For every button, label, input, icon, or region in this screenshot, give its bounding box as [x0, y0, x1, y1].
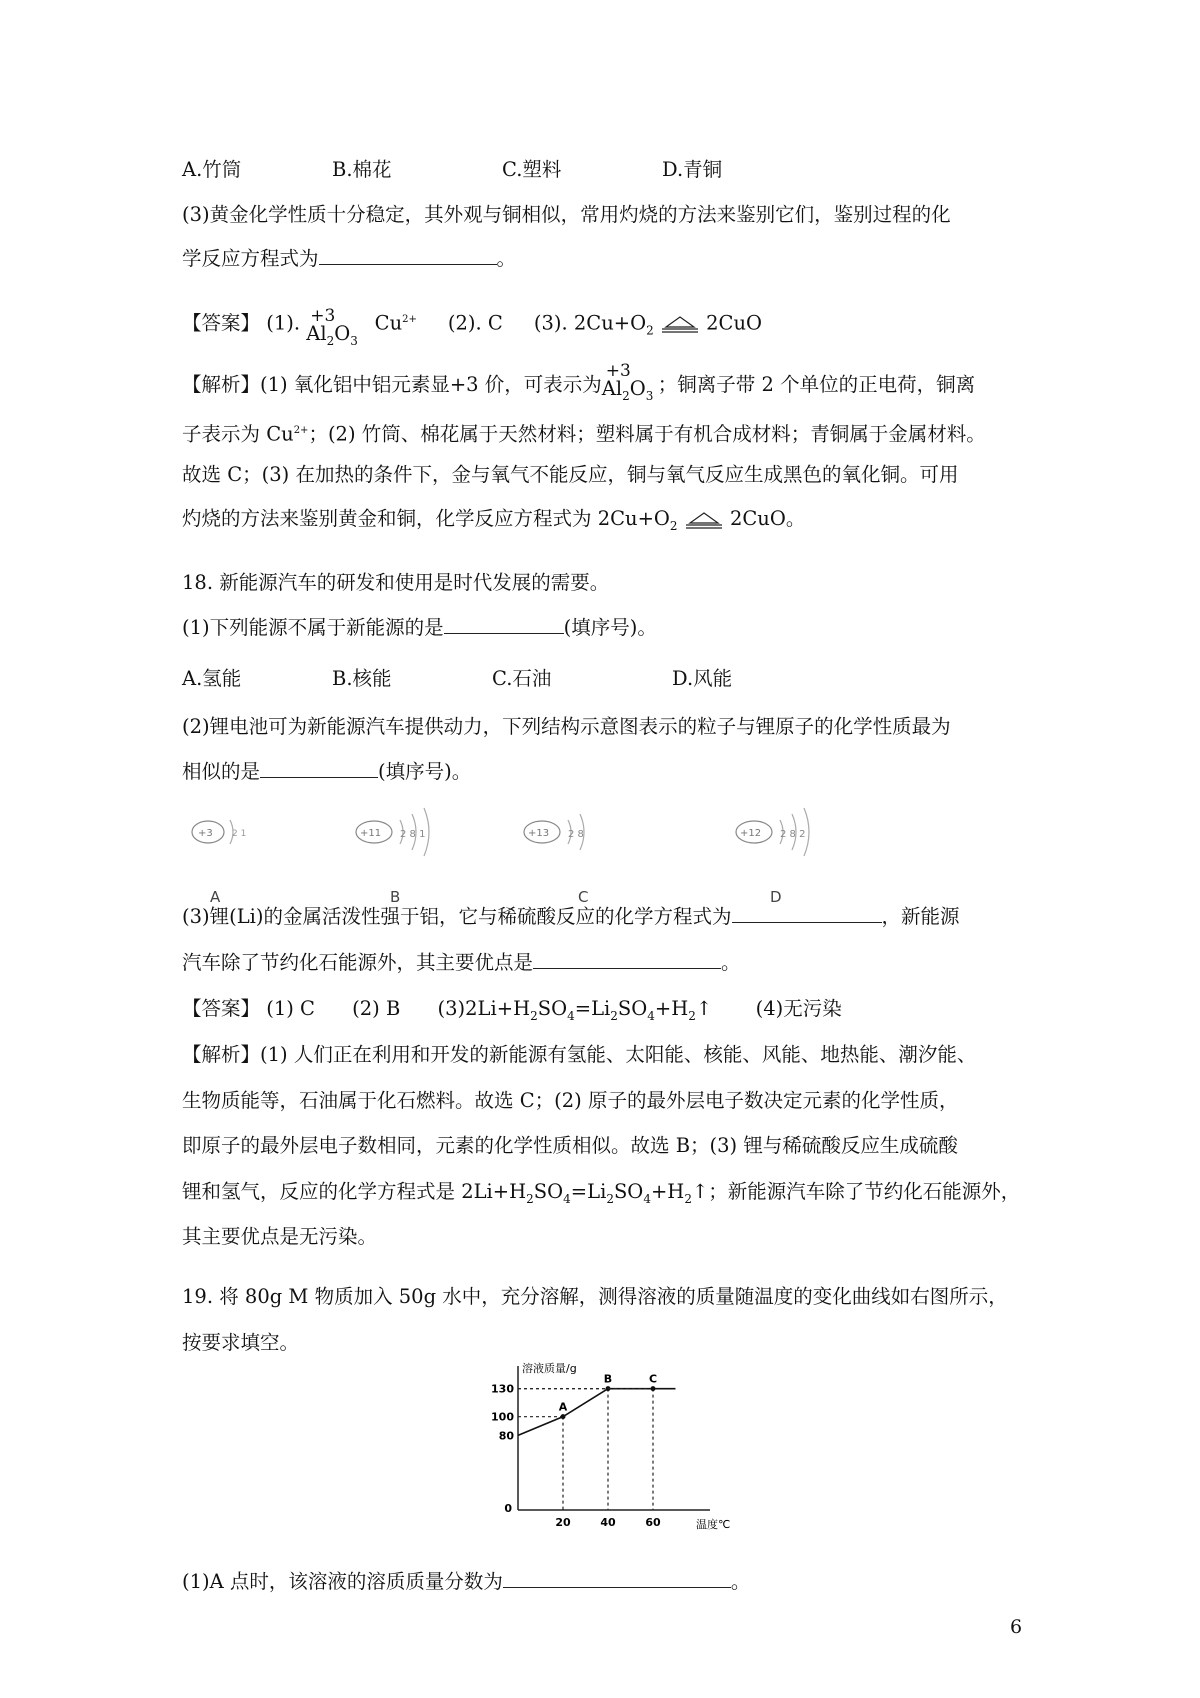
atom-label-a: A: [210, 888, 221, 906]
al2o3-formula: [601, 361, 658, 403]
q17-options: [182, 155, 722, 185]
atom-diagram-a: [190, 800, 260, 860]
subscript: 4: [647, 1008, 655, 1023]
q19-part1-prompt: (1)A 点时，该溶液的溶质质量分数为: [182, 1570, 503, 1593]
subscript: 4: [567, 1008, 575, 1023]
q17-option-a: A.竹筒: [182, 158, 242, 181]
q18-part1-end: (填序号)。: [563, 616, 657, 639]
point-label: C: [648, 1372, 658, 1386]
q18-option-b: B.核能: [332, 667, 392, 690]
subscript: 2: [326, 334, 335, 349]
answer-label: 【答案】: [182, 997, 261, 1020]
x-tick-label: 40: [600, 1516, 616, 1529]
heating-delta-icon: [660, 315, 700, 333]
q18-part3-cont: ，新能源: [881, 905, 960, 928]
q18-answer-1: (1) C: [266, 997, 315, 1020]
q17-part3-end: 。: [496, 247, 517, 270]
cu-charge: 2+: [293, 425, 309, 436]
nucleus-charge: +11: [360, 828, 382, 839]
formula-part: (3)2Li+H: [437, 997, 531, 1020]
q18-part3-line1: [182, 902, 960, 932]
o-symbol: O: [334, 322, 351, 346]
q18-analysis-line2: 生物质能等，石油属于化石燃料。故选 C；(2) 原子的最外层电子数决定元素的化学性质，: [182, 1089, 959, 1112]
q18-options: [182, 664, 732, 694]
q18-part2-blank[interactable]: [260, 757, 378, 778]
q18-option-d: D.风能: [672, 667, 733, 690]
analysis-text: =Li: [570, 1180, 607, 1203]
subscript: 2: [688, 1008, 696, 1023]
mass-temperature-chart: [480, 1362, 730, 1530]
subscript: 2: [669, 518, 678, 533]
q17-part3-blank[interactable]: [319, 244, 497, 265]
electron-shells: 2 8 2: [780, 829, 806, 840]
q18-part2-prompt: 相似的是: [182, 760, 261, 783]
q17-analysis-line4: [182, 504, 805, 541]
nucleus-charge: +13: [528, 828, 550, 839]
q18-part1-blank[interactable]: [444, 613, 564, 634]
q17-option-b: B.棉花: [332, 158, 392, 181]
atom-diagram-b: [352, 800, 462, 870]
subscript: 2: [646, 323, 654, 338]
q19-part1-blank[interactable]: [503, 1567, 731, 1588]
q17-analysis-line1: [182, 361, 976, 403]
cu-charge: 2+: [402, 314, 417, 325]
q18-part2-end: (填序号)。: [378, 760, 472, 783]
q17-answer-3-product: 2CuO: [706, 311, 762, 335]
atom-label-d: D: [770, 888, 782, 906]
point-label: A: [558, 1400, 568, 1414]
nucleus-charge: +12: [740, 828, 762, 839]
q18-part4-blank[interactable]: [533, 948, 721, 969]
y-axis-label: 溶液质量/g: [522, 1362, 577, 1375]
oxidation-state: +3: [605, 361, 631, 381]
q18-title: 18. 新能源汽车的研发和使用是时代发展的需要。: [182, 571, 610, 594]
data-point: [561, 1414, 566, 1419]
subscript: 2: [684, 1191, 692, 1206]
q18-part3-prompt2: 汽车除了节约化石能源外，其主要优点是: [182, 951, 534, 974]
q18-option-a: A.氢能: [182, 667, 242, 690]
q18-part2-line1: (2)锂电池可为新能源汽车提供动力，下列结构示意图表示的粒子与锂原子的化学性质最为: [182, 715, 951, 738]
q18-analysis-line5: 其主要优点是无污染。: [182, 1225, 378, 1248]
x-tick-label: 20: [555, 1516, 571, 1529]
atom-label-c: C: [578, 888, 589, 906]
q17-option-c: C.塑料: [502, 158, 562, 181]
answer-label: 【答案】: [182, 311, 261, 335]
formula-part: SO: [617, 997, 648, 1020]
q17-analysis-line3: 故选 C；(3) 在加热的条件下，金与氧气不能反应，铜与氧气反应生成黑色的氧化铜。可用: [182, 463, 959, 486]
analysis-text: ↑；新能源汽车除了节约化石能源外，: [691, 1180, 1021, 1203]
q17-part3-line2: [182, 244, 516, 274]
electron-shells: 2 8 1: [400, 829, 426, 840]
q18-part3-prompt: (3)锂(Li)的金属活泼性强于铝，它与稀硫酸反应的化学方程式为: [182, 905, 732, 928]
q17-answer-1: (1).: [266, 311, 301, 335]
analysis-text: (1) 氧化铝中铝元素显+3 价，可表示为: [260, 373, 602, 396]
y-tick-label: 130: [491, 1382, 514, 1396]
q18-answer-2: (2) B: [352, 997, 401, 1020]
analysis-text: ；铜离子带 2 个单位的正电荷，铜离: [657, 373, 976, 396]
q18-answer-3: [437, 997, 713, 1023]
o-symbol: O: [629, 377, 646, 400]
data-point: [651, 1386, 656, 1391]
nucleus-charge: +3: [198, 828, 213, 839]
q18-part1: [182, 613, 657, 643]
q18-answer: [182, 994, 842, 1031]
subscript: 2: [610, 1008, 618, 1023]
electron-shells: 2 1: [232, 829, 247, 839]
q18-answer-4: (4)无污染: [755, 997, 842, 1020]
formula-part: =Li: [574, 997, 611, 1020]
subscript: 2: [606, 1191, 614, 1206]
x-axis-label: 温度℃: [696, 1518, 730, 1530]
q19-title-line1: 19. 将 80g M 物质加入 50g 水中，充分溶解，测得溶液的质量随温度的变化曲线如右图所示，: [182, 1285, 1008, 1308]
q17-answer-2: (2). C: [447, 311, 503, 335]
page-number: 6: [1010, 1616, 1023, 1638]
q17-option-d: D.青铜: [662, 158, 723, 181]
analysis-text: SO: [533, 1180, 564, 1203]
atom-diagram-d: [732, 800, 842, 870]
formula-part: +H: [654, 997, 689, 1020]
y-tick-label: 100: [491, 1410, 514, 1424]
q17-part3-prompt: 学反应方程式为: [182, 247, 319, 270]
oxidation-state: +3: [310, 306, 336, 327]
series-line: [518, 1389, 676, 1436]
q19-part1: [182, 1567, 750, 1597]
al-symbol: Al: [601, 377, 623, 400]
analysis-text: ；(2) 竹筒、棉花属于天然材料；塑料属于有机合成材料；青铜属于金属材料。: [308, 422, 986, 446]
origin-label: 0: [504, 1502, 512, 1515]
heating-delta-icon: [684, 511, 724, 529]
subscript: 2: [526, 1191, 534, 1206]
q17-answer-3: (3). 2Cu+O: [533, 311, 647, 335]
subscript: 4: [563, 1191, 571, 1206]
gas-arrow: ↑: [695, 997, 713, 1020]
q18-option-c: C.石油: [492, 667, 552, 690]
atom-diagram-c: [520, 800, 620, 870]
al2o3-formula: [306, 306, 362, 349]
formula-part: SO: [537, 997, 568, 1020]
analysis-label: 【解析】: [182, 1043, 261, 1066]
analysis-text: 子表示为 Cu: [182, 422, 294, 446]
analysis-text: SO: [613, 1180, 644, 1203]
subscript: 2: [622, 388, 630, 403]
cu-ion: Cu: [374, 311, 403, 335]
q18-part1-prompt: (1)下列能源不属于新能源的是: [182, 616, 444, 639]
subscript: 3: [350, 334, 358, 349]
q18-part3-blank[interactable]: [732, 902, 882, 923]
point-label: B: [603, 1372, 613, 1386]
analysis-text: +H: [650, 1180, 685, 1203]
q19-title-line2: 按要求填空。: [182, 1331, 300, 1354]
x-tick-label: 60: [645, 1516, 661, 1529]
al-symbol: Al: [306, 322, 327, 346]
q18-part2-line2: [182, 757, 471, 787]
electron-shells: 2 8: [568, 829, 584, 840]
analysis-label: 【解析】: [182, 373, 261, 396]
analysis-text: (1) 人们正在利用和开发的新能源有氢能、太阳能、核能、风能、地热能、潮汐能、: [260, 1043, 977, 1066]
analysis-text: 2CuO。: [729, 507, 806, 530]
atom-label-b: B: [390, 888, 401, 906]
q18-analysis-line4: [182, 1177, 1020, 1214]
q18-part3-line2: [182, 948, 741, 978]
q17-answer: [182, 305, 762, 349]
subscript: 4: [643, 1191, 651, 1206]
q19-part1-end: 。: [730, 1570, 751, 1593]
analysis-text: 灼烧的方法来鉴别黄金和铜，化学反应方程式为 2Cu+O: [182, 507, 670, 530]
q18-part3-end: 。: [721, 951, 741, 974]
q18-analysis-line3: 即原子的最外层电子数相同，元素的化学性质相似。故选 B；(3) 锂与稀硫酸反应生成硫酸: [182, 1134, 958, 1157]
y-tick-label: 80: [498, 1429, 514, 1443]
q17-part3-line1: (3)黄金化学性质十分稳定，其外观与铜相似，常用灼烧的方法来鉴别它们，鉴别过程的化: [182, 203, 951, 226]
q18-analysis-line1: [182, 1040, 976, 1070]
q17-analysis-line2: [182, 416, 986, 450]
analysis-text: 锂和氢气，反应的化学方程式是 2Li+H: [182, 1180, 527, 1203]
subscript: 2: [530, 1008, 538, 1023]
subscript: 3: [645, 388, 654, 403]
